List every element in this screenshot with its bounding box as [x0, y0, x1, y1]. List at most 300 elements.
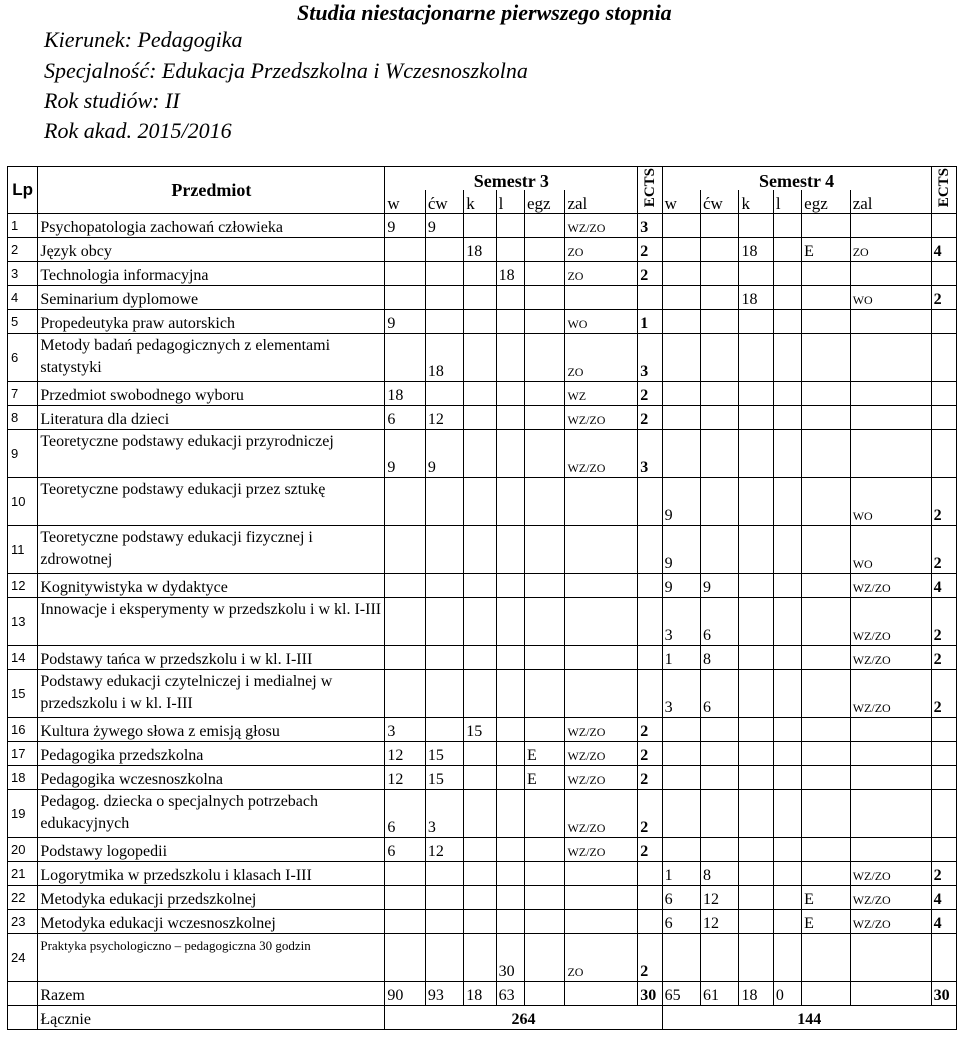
- row-lp: 16: [8, 718, 38, 742]
- cell-s4-4: E: [802, 910, 851, 934]
- col-header-s4-4: egz: [802, 190, 851, 214]
- cell-s4-3: [773, 742, 801, 766]
- row-subject-name: Kognitywistyka w dydaktyce: [38, 574, 385, 598]
- cell-s3-5: ZO: [565, 262, 638, 286]
- cell-s4-5: WZ/ZO: [850, 862, 931, 886]
- cell-s3-4: [524, 310, 564, 334]
- cell-s3-0: [385, 526, 425, 574]
- cell-s3-4: [524, 862, 564, 886]
- table-row: [8, 598, 957, 646]
- cell-s4-1: [701, 766, 739, 790]
- col-header-s4-3: l: [773, 190, 801, 214]
- cell-s3-4: [524, 286, 564, 310]
- cell-s3-2: [464, 406, 496, 430]
- cell-s4-3: [773, 670, 801, 718]
- razem-label: Razem: [38, 982, 385, 1006]
- col-header-s4-2: k: [739, 190, 773, 214]
- row-lp: 7: [8, 382, 38, 406]
- cell-s3-0: [385, 670, 425, 718]
- cell-s3-0: 9: [385, 310, 425, 334]
- row-subject-name: Kultura żywego słowa z emisją głosu: [38, 718, 385, 742]
- cell-s4-3: [773, 406, 801, 430]
- cell-s3-2: [464, 934, 496, 982]
- row-subject-name: Metody badań pedagogicznych z elementami statystyki: [38, 334, 385, 382]
- cell-s3-3: [496, 238, 524, 262]
- row-lp: 19: [8, 790, 38, 838]
- cell-s3-4: [524, 430, 564, 478]
- cell-s3-4: [524, 406, 564, 430]
- cell-s4-0: 3: [662, 670, 700, 718]
- cell-s4-1: 8: [701, 862, 739, 886]
- table-row: [8, 334, 957, 382]
- cell-s4-6: 4: [931, 238, 956, 262]
- cell-s3-0: 6: [385, 838, 425, 862]
- cell-s4-2: [739, 646, 773, 670]
- cell-s4-0: 9: [662, 574, 700, 598]
- cell-s4-4: [802, 598, 851, 646]
- cell-s4-4: E: [802, 238, 851, 262]
- cell-s4-3: [773, 766, 801, 790]
- cell-s3-3: [496, 790, 524, 838]
- cell-s4-0: [662, 262, 700, 286]
- cell-s3-1: [425, 934, 463, 982]
- cell-s4-6: [931, 406, 956, 430]
- ects-header-4: ECTS: [931, 167, 956, 214]
- cell-s4-0: 1: [662, 862, 700, 886]
- row-subject-name: Metodyka edukacji wczesnoszkolnej: [38, 910, 385, 934]
- cell-s4-2: [739, 598, 773, 646]
- cell-s3-3: [496, 886, 524, 910]
- cell-s3-1: 12: [425, 838, 463, 862]
- cell-s4-1: [701, 478, 739, 526]
- cell-s3-5: WZ/ZO: [565, 790, 638, 838]
- cell-s3-4: [524, 718, 564, 742]
- razem-s3-4: [524, 982, 564, 1006]
- cell-s3-2: [464, 262, 496, 286]
- table-row: [8, 214, 957, 238]
- cell-s4-2: [739, 262, 773, 286]
- razem-lp: [8, 982, 38, 1006]
- cell-s3-1: 3: [425, 790, 463, 838]
- cell-s4-5: WZ/ZO: [850, 574, 931, 598]
- row-subject-name: Pedagogika przedszkolna: [38, 742, 385, 766]
- cell-s3-3: [496, 334, 524, 382]
- razem-s3-0: 90: [385, 982, 425, 1006]
- cell-s3-6: [638, 598, 662, 646]
- razem-s4-3: 0: [773, 982, 801, 1006]
- cell-s4-2: [739, 334, 773, 382]
- cell-s4-3: [773, 646, 801, 670]
- razem-s4-0: 65: [662, 982, 700, 1006]
- row-subject-name: Psychopatologia zachowań człowieka: [38, 214, 385, 238]
- cell-s3-2: [464, 478, 496, 526]
- cell-s4-6: [931, 934, 956, 982]
- row-lp: 17: [8, 742, 38, 766]
- cell-s4-3: [773, 886, 801, 910]
- cell-s3-5: [565, 646, 638, 670]
- cell-s3-4: [524, 670, 564, 718]
- cell-s3-2: [464, 286, 496, 310]
- cell-s4-5: [850, 934, 931, 982]
- cell-s4-5: [850, 406, 931, 430]
- cell-s4-3: [773, 790, 801, 838]
- razem-s3-1: 93: [425, 982, 463, 1006]
- cell-s3-0: 3: [385, 718, 425, 742]
- row-subject-name: Literatura dla dzieci: [38, 406, 385, 430]
- cell-s4-1: [701, 262, 739, 286]
- lp-header: Lp: [8, 167, 38, 214]
- table-row: [8, 790, 957, 838]
- cell-s4-1: [701, 382, 739, 406]
- cell-s4-6: [931, 262, 956, 286]
- cell-s3-0: [385, 598, 425, 646]
- row-lp: 8: [8, 406, 38, 430]
- cell-s3-6: 2: [638, 838, 662, 862]
- cell-s3-2: [464, 382, 496, 406]
- cell-s4-6: [931, 718, 956, 742]
- cell-s3-2: [464, 670, 496, 718]
- col-header-s3-0: w: [385, 190, 425, 214]
- cell-s4-0: [662, 406, 700, 430]
- table-row: [8, 238, 957, 262]
- cell-s3-6: 3: [638, 430, 662, 478]
- cell-s3-4: [524, 526, 564, 574]
- cell-s4-3: [773, 382, 801, 406]
- cell-s3-3: [496, 742, 524, 766]
- cell-s3-6: [638, 670, 662, 718]
- cell-s4-1: [701, 214, 739, 238]
- table-row: [8, 406, 957, 430]
- cell-s3-2: [464, 310, 496, 334]
- cell-s4-5: [850, 790, 931, 838]
- razem-row: [8, 982, 957, 1006]
- cell-s4-2: [739, 406, 773, 430]
- row-subject-name: Teoretyczne podstawy edukacji przyrodniczej: [38, 430, 385, 478]
- cell-s4-3: [773, 334, 801, 382]
- cell-s4-4: [802, 742, 851, 766]
- cell-s4-2: [739, 478, 773, 526]
- cell-s4-4: [802, 766, 851, 790]
- cell-s3-4: [524, 262, 564, 286]
- cell-s3-4: [524, 934, 564, 982]
- cell-s3-1: 15: [425, 742, 463, 766]
- table-row: [8, 262, 957, 286]
- cell-s4-2: [739, 742, 773, 766]
- cell-s3-1: [425, 646, 463, 670]
- cell-s4-4: [802, 430, 851, 478]
- cell-s4-3: [773, 934, 801, 982]
- cell-s4-1: 12: [701, 910, 739, 934]
- cell-s3-2: [464, 790, 496, 838]
- cell-s4-0: [662, 838, 700, 862]
- cell-s3-2: [464, 862, 496, 886]
- row-subject-name: Teoretyczne podstawy edukacji przez sztukę: [38, 478, 385, 526]
- row-subject-name: Język obcy: [38, 238, 385, 262]
- cell-s3-6: 2: [638, 766, 662, 790]
- cell-s3-1: [425, 862, 463, 886]
- cell-s3-5: [565, 574, 638, 598]
- table-row: [8, 718, 957, 742]
- row-subject-name: Przedmiot swobodnego wyboru: [38, 382, 385, 406]
- specjalnosc-line: Specjalność: Edukacja Przedszkolna i Wczesnoszkolna: [44, 58, 528, 83]
- cell-s4-0: 3: [662, 598, 700, 646]
- cell-s4-6: 4: [931, 910, 956, 934]
- row-subject-name: Podstawy logopedii: [38, 838, 385, 862]
- cell-s4-6: 2: [931, 670, 956, 718]
- cell-s3-5: WZ/ZO: [565, 406, 638, 430]
- cell-s4-0: [662, 934, 700, 982]
- cell-s3-3: [496, 670, 524, 718]
- cell-s3-6: 3: [638, 334, 662, 382]
- row-lp: 13: [8, 598, 38, 646]
- cell-s4-2: 18: [739, 286, 773, 310]
- cell-s4-3: [773, 910, 801, 934]
- table-row: [8, 910, 957, 934]
- cell-s4-2: [739, 718, 773, 742]
- cell-s3-3: 18: [496, 262, 524, 286]
- cell-s4-3: [773, 310, 801, 334]
- cell-s4-3: [773, 430, 801, 478]
- row-subject-name: Pedagogika wczesnoszkolna: [38, 766, 385, 790]
- cell-s4-1: [701, 742, 739, 766]
- cell-s3-0: [385, 286, 425, 310]
- cell-s3-2: [464, 742, 496, 766]
- row-lp: 15: [8, 670, 38, 718]
- cell-s4-4: [802, 286, 851, 310]
- cell-s4-6: 4: [931, 574, 956, 598]
- cell-s3-3: [496, 214, 524, 238]
- cell-s3-1: 9: [425, 430, 463, 478]
- cell-s3-1: [425, 310, 463, 334]
- cell-s3-4: [524, 910, 564, 934]
- cell-s4-6: 2: [931, 598, 956, 646]
- cell-s4-2: [739, 382, 773, 406]
- cell-s4-5: [850, 382, 931, 406]
- semestr-3-header: Semestr 3: [385, 167, 638, 191]
- cell-s3-2: [464, 646, 496, 670]
- lacznie-s3-total: 264: [385, 1006, 662, 1030]
- cell-s4-4: [802, 214, 851, 238]
- lacznie-s4-total: 144: [662, 1006, 956, 1030]
- cell-s3-0: [385, 574, 425, 598]
- cell-s3-2: [464, 910, 496, 934]
- cell-s3-6: [638, 478, 662, 526]
- cell-s3-1: [425, 238, 463, 262]
- cell-s3-6: [638, 286, 662, 310]
- cell-s3-5: WZ/ZO: [565, 718, 638, 742]
- row-lp: 14: [8, 646, 38, 670]
- cell-s3-1: [425, 382, 463, 406]
- cell-s4-1: [701, 430, 739, 478]
- row-lp: 24: [8, 934, 38, 982]
- cell-s3-3: [496, 838, 524, 862]
- cell-s4-2: [739, 670, 773, 718]
- cell-s4-1: 12: [701, 886, 739, 910]
- cell-s4-1: [701, 406, 739, 430]
- row-subject-name: Technologia informacyjna: [38, 262, 385, 286]
- cell-s3-6: 3: [638, 214, 662, 238]
- cell-s3-2: [464, 334, 496, 382]
- cell-s3-3: [496, 910, 524, 934]
- cell-s3-3: [496, 766, 524, 790]
- cell-s4-5: [850, 838, 931, 862]
- cell-s3-5: WZ/ZO: [565, 766, 638, 790]
- col-header-s3-5: zal: [565, 190, 638, 214]
- cell-s3-6: 2: [638, 718, 662, 742]
- kierunek-line: Kierunek: Pedagogika: [44, 27, 243, 52]
- cell-s4-0: 9: [662, 526, 700, 574]
- cell-s3-3: [496, 286, 524, 310]
- col-header-s3-4: egz: [524, 190, 564, 214]
- cell-s4-1: [701, 526, 739, 574]
- cell-s3-1: [425, 526, 463, 574]
- cell-s3-5: [565, 886, 638, 910]
- cell-s4-3: [773, 478, 801, 526]
- cell-s4-6: 2: [931, 526, 956, 574]
- cell-s3-4: [524, 382, 564, 406]
- cell-s4-4: [802, 334, 851, 382]
- cell-s3-0: 9: [385, 430, 425, 478]
- cell-s3-3: [496, 574, 524, 598]
- table-row: [8, 478, 957, 526]
- cell-s4-4: [802, 934, 851, 982]
- cell-s4-4: [802, 526, 851, 574]
- cell-s3-5: WZ/ZO: [565, 430, 638, 478]
- row-subject-name: Propedeutyka praw autorskich: [38, 310, 385, 334]
- cell-s4-5: [850, 718, 931, 742]
- cell-s3-5: WO: [565, 310, 638, 334]
- col-header-s3-2: k: [464, 190, 496, 214]
- cell-s4-0: [662, 430, 700, 478]
- cell-s4-0: [662, 238, 700, 262]
- table-row: [8, 670, 957, 718]
- cell-s3-0: [385, 334, 425, 382]
- col-header-s3-3: l: [496, 190, 524, 214]
- cell-s3-2: [464, 766, 496, 790]
- row-subject-name: Innowacje i eksperymenty w przedszkolu i w kl. I-III: [38, 598, 385, 646]
- row-subject-name: Seminarium dyplomowe: [38, 286, 385, 310]
- cell-s4-2: [739, 214, 773, 238]
- cell-s4-2: [739, 862, 773, 886]
- cell-s4-0: 6: [662, 910, 700, 934]
- cell-s4-1: [701, 718, 739, 742]
- cell-s4-0: [662, 310, 700, 334]
- cell-s3-4: [524, 214, 564, 238]
- row-lp: 2: [8, 238, 38, 262]
- cell-s3-6: [638, 862, 662, 886]
- cell-s3-6: 2: [638, 406, 662, 430]
- row-lp: 6: [8, 334, 38, 382]
- cell-s3-5: ZO: [565, 238, 638, 262]
- cell-s3-5: WZ/ZO: [565, 214, 638, 238]
- cell-s3-5: ZO: [565, 934, 638, 982]
- cell-s4-5: WZ/ZO: [850, 598, 931, 646]
- cell-s4-1: [701, 334, 739, 382]
- cell-s3-4: [524, 838, 564, 862]
- cell-s4-0: [662, 334, 700, 382]
- cell-s4-5: WZ/ZO: [850, 886, 931, 910]
- cell-s3-6: [638, 646, 662, 670]
- cell-s4-4: [802, 646, 851, 670]
- cell-s4-5: [850, 742, 931, 766]
- cell-s3-1: [425, 670, 463, 718]
- cell-s3-1: [425, 598, 463, 646]
- cell-s4-4: [802, 310, 851, 334]
- table-row: [8, 382, 957, 406]
- table-row: [8, 766, 957, 790]
- cell-s3-2: 18: [464, 238, 496, 262]
- table-row: [8, 286, 957, 310]
- cell-s3-2: [464, 598, 496, 646]
- cell-s4-3: [773, 286, 801, 310]
- cell-s4-3: [773, 598, 801, 646]
- cell-s4-1: 6: [701, 598, 739, 646]
- row-subject-name: Logorytmika w przedszkolu i klasach I-III: [38, 862, 385, 886]
- cell-s3-0: 9: [385, 214, 425, 238]
- cell-s4-1: 9: [701, 574, 739, 598]
- cell-s3-5: [565, 286, 638, 310]
- razem-s4-2: 18: [739, 982, 773, 1006]
- cell-s3-2: [464, 574, 496, 598]
- cell-s4-5: ZO: [850, 238, 931, 262]
- col-header-s4-1: ćw: [701, 190, 739, 214]
- cell-s3-3: [496, 862, 524, 886]
- cell-s4-2: [739, 838, 773, 862]
- cell-s4-2: [739, 310, 773, 334]
- cell-s4-5: WZ/ZO: [850, 646, 931, 670]
- cell-s4-4: [802, 670, 851, 718]
- table-row: [8, 430, 957, 478]
- cell-s3-4: [524, 478, 564, 526]
- cell-s4-5: [850, 262, 931, 286]
- cell-s4-0: 1: [662, 646, 700, 670]
- table-row: [8, 646, 957, 670]
- col-header-s3-1: ćw: [425, 190, 463, 214]
- cell-s4-4: [802, 718, 851, 742]
- ects-header-3: ECTS: [638, 167, 662, 214]
- razem-s3-3: 63: [496, 982, 524, 1006]
- cell-s3-0: [385, 862, 425, 886]
- cell-s3-5: [565, 670, 638, 718]
- row-lp: 11: [8, 526, 38, 574]
- cell-s3-0: 12: [385, 742, 425, 766]
- cell-s4-4: [802, 406, 851, 430]
- cell-s3-6: 2: [638, 238, 662, 262]
- cell-s4-2: [739, 526, 773, 574]
- cell-s4-6: 2: [931, 478, 956, 526]
- cell-s4-2: [739, 430, 773, 478]
- cell-s3-0: 6: [385, 406, 425, 430]
- cell-s4-5: [850, 214, 931, 238]
- cell-s4-4: [802, 838, 851, 862]
- cell-s4-2: [739, 910, 773, 934]
- cell-s3-1: 18: [425, 334, 463, 382]
- study-mode-subtitle: Studia niestacjonarne pierwszego stopnia: [297, 0, 672, 25]
- table-row: [8, 526, 957, 574]
- cell-s4-4: [802, 574, 851, 598]
- row-lp: 3: [8, 262, 38, 286]
- cell-s4-0: [662, 214, 700, 238]
- cell-s3-4: E: [524, 742, 564, 766]
- cell-s4-0: [662, 382, 700, 406]
- cell-s4-5: WZ/ZO: [850, 670, 931, 718]
- cell-s4-1: 6: [701, 670, 739, 718]
- cell-s4-0: [662, 766, 700, 790]
- cell-s3-2: 15: [464, 718, 496, 742]
- cell-s4-6: 2: [931, 286, 956, 310]
- cell-s3-0: [385, 646, 425, 670]
- cell-s3-2: [464, 526, 496, 574]
